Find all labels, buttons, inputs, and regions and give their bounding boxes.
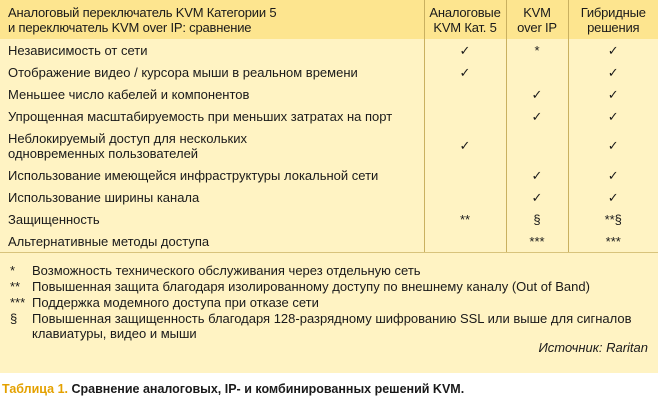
row-hybrid-value: **§ xyxy=(568,208,658,230)
header-analog-line2: KVM Кат. 5 xyxy=(433,19,497,35)
table-row xyxy=(0,61,658,83)
table-row xyxy=(0,83,658,105)
row-feature: Использование ширины канала xyxy=(8,189,200,205)
table-row xyxy=(0,164,658,186)
footnote xyxy=(10,311,650,341)
row-feature: Защищенность xyxy=(8,211,100,227)
footnotes xyxy=(10,263,650,342)
footnote-symbol: § xyxy=(10,311,18,326)
row-analog-value xyxy=(424,230,506,253)
caption-label: Таблица 1. xyxy=(2,382,68,396)
row-hybrid-value: *** xyxy=(568,230,658,253)
row-kvm-value: § xyxy=(506,208,568,230)
row-analog-value: ** xyxy=(424,208,506,230)
row-analog-value xyxy=(424,105,506,127)
table-row xyxy=(0,186,658,208)
row-analog-value xyxy=(424,186,506,208)
row-analog-value: ✓ xyxy=(424,39,506,61)
caption-text: Сравнение аналоговых, IP- и комбинированных решений KVM. xyxy=(71,382,465,396)
row-hybrid-value: ✓ xyxy=(568,61,658,83)
header-hybrid-line1: Гибридные xyxy=(580,4,646,20)
row-analog-value: ✓ xyxy=(424,61,506,83)
table-row xyxy=(0,39,658,61)
row-kvm-value: ✓ xyxy=(506,105,568,127)
row-analog-value: ✓ xyxy=(424,127,506,164)
row-hybrid-value: ✓ xyxy=(568,83,658,105)
row-kvm-value: ✓ xyxy=(506,164,568,186)
header-hybrid xyxy=(568,0,658,39)
footnote-text: Повышенная защищенность благодаря 128-разрядному шифрованию SSL или выше для сигналов клавиатуры, видео и мыши xyxy=(32,311,632,341)
footnote xyxy=(10,295,650,310)
row-feature: Меньшее число кабелей и компонентов xyxy=(8,86,250,102)
row-feature: Отображение видео / курсора мыши в реальном времени xyxy=(8,64,358,80)
row-feature xyxy=(0,127,424,164)
header-analog xyxy=(424,0,506,39)
footnote-text: Возможность технического обслуживания через отдельную сеть xyxy=(32,263,421,278)
row-feature: Упрощенная масштабируемость при меньших затратах на порт xyxy=(8,108,393,124)
table-caption xyxy=(2,382,464,396)
row-feature: Альтернативные методы доступа xyxy=(0,230,424,253)
footnote xyxy=(10,279,650,294)
source-credit: Источник: Raritan xyxy=(538,340,648,355)
table-row xyxy=(0,230,658,253)
row-kvm-value: *** xyxy=(506,230,568,253)
header-kvm-line2: over IP xyxy=(517,19,557,35)
header-kvm-over-ip xyxy=(506,0,568,39)
row-kvm-value: ✓ xyxy=(506,83,568,105)
row-feature: Независимость от сети xyxy=(8,42,148,58)
table-row xyxy=(0,208,658,230)
footnote-symbol: *** xyxy=(10,295,26,310)
row-feature-line1: Неблокируемый доступ для нескольких xyxy=(8,130,247,146)
row-hybrid-value: ✓ xyxy=(568,127,658,164)
header-analog-line1: Аналоговые xyxy=(429,4,501,20)
row-kvm-value xyxy=(506,61,568,83)
footnote-text: Поддержка модемного доступа при отказе сети xyxy=(32,295,319,310)
footnote-symbol: ** xyxy=(10,279,21,294)
header-feature xyxy=(0,0,424,39)
footnote-symbol: * xyxy=(10,263,16,278)
row-feature: Использование имеющейся инфраструктуры локальной сети xyxy=(8,167,379,183)
footnote xyxy=(10,263,650,278)
table-header-row xyxy=(0,0,658,39)
table-row xyxy=(0,127,658,164)
header-hybrid-line2: решения xyxy=(587,19,640,35)
row-kvm-value: ✓ xyxy=(506,186,568,208)
header-feature-line1: Аналоговый переключатель KVM Категории 5 xyxy=(8,4,277,20)
table-row xyxy=(0,105,658,127)
row-kvm-value: * xyxy=(506,39,568,61)
row-analog-value xyxy=(424,164,506,186)
row-hybrid-value: ✓ xyxy=(568,186,658,208)
footnote-text: Повышенная защита благодаря изолированному доступу по внешнему каналу (Out of Band) xyxy=(32,279,590,294)
header-feature-line2: и переключатель KVM over IP: сравнение xyxy=(8,19,252,35)
row-kvm-value xyxy=(506,127,568,164)
row-feature-line2: одновременных пользователей xyxy=(8,145,199,161)
row-analog-value xyxy=(424,83,506,105)
row-hybrid-value: ✓ xyxy=(568,105,658,127)
header-kvm-line1: KVM xyxy=(523,4,551,20)
row-hybrid-value: ✓ xyxy=(568,164,658,186)
row-hybrid-value: ✓ xyxy=(568,39,658,61)
